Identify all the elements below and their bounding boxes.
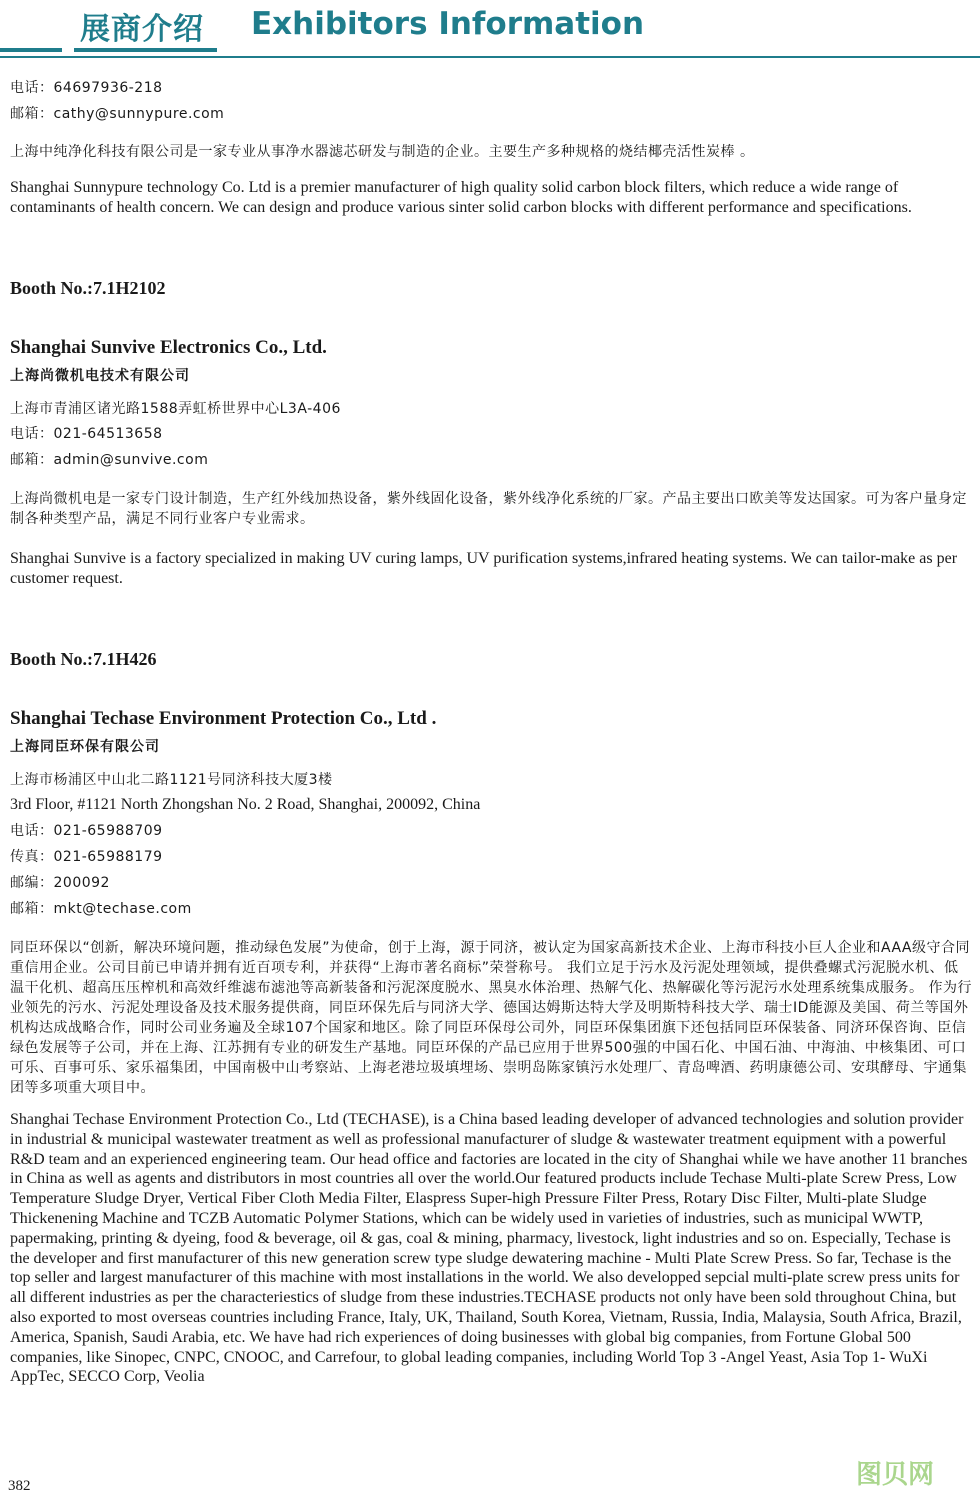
description-cn: 上海中纯净化科技有限公司是一家专业从事净水器滤芯研发与制造的企业。主要生产多种规格的烧结椰壳活性炭棒 。	[10, 144, 755, 160]
booth-number: Booth No.:7.1H426	[10, 649, 157, 669]
header-title-en: Exhibitors Information	[251, 6, 645, 42]
description-cn: 同臣环保以“创新，解决环境问题，推动绿色发展”为使命，创于上海，源于同济，被认定为国家高新技术企业、上海市科技小巨人企业和AAA级守合同重信用企业。公司目前已申请并拥有近百项专利，并获得“上海市著名商标”荣誉称号。 我们立足于污水及污泥处理领域，提供叠螺式污泥脱水机、低温干化机、超高压压榨机和高效纤维滤布滤池等高新装备和污泥深度脱水、黑臭水体治理、热解气化、热解碳化等污泥污水处理系统集成服务。 作为行业领先的污水、污泥处理设备及技术服务提供商，同臣环保先后与同济大学、德国达姆斯达特大学及明斯特科技大学、瑞士ID能源及美国、荷兰等国外机构达成战略合作，同时公司业务遍及全球107个国家和地区。除了同臣环保母公司外，同臣环保集团旗下还包括同臣环保装备、同济环保咨询、臣信绿色发展等子公司，并在上海、江苏拥有专业的研发生产基地。同臣环保的产品已应用于世界500强的中国石化、中国石油、中海油、中核集团、可口可乐、百事可乐、家乐福集团，中国南极中山考察站、上海老港垃圾填埋场、崇明岛陈家镇污水处理厂、青岛啤酒、药明康德公司、安琪酵母、宇通集团等多项重大项目中。	[10, 940, 972, 1096]
booth-number: Booth No.:7.1H2102	[10, 278, 166, 298]
watermark-logo: 图贝网	[856, 1460, 935, 1490]
description-cn: 上海尚微机电是一家专门设计制造，生产红外线加热设备，紫外线固化设备，紫外线净化系统的厂家。产品主要出口欧美等发达国家。可为客户量身定制各种类型产品，满足不同行业客户专业需求。	[10, 491, 967, 527]
page-header	[0, 0, 980, 62]
exhibitor-sunnypure-tail	[10, 76, 972, 218]
contact-postcode: 邮编：200092	[10, 875, 110, 891]
contact-phone: 电话：021-65988709	[10, 823, 163, 839]
exhibitor-sunvive	[10, 278, 972, 589]
contact-phone: 电话：64697936-218	[10, 80, 163, 96]
description-en: Shanghai Sunvive is a factory specialized in making UV curing lamps, UV purification systems,infrared heating systems. We can tailor-make as per customer request.	[10, 550, 958, 587]
contact-email: 邮箱：cathy@sunnypure.com	[10, 106, 225, 122]
company-name-cn: 上海尚微机电技术有限公司	[10, 368, 190, 384]
company-address-cn: 上海市杨浦区中山北二路1121号同济科技大厦3楼	[10, 772, 333, 788]
company-address-en: 3rd Floor, #1121 North Zhongshan No. 2 Road, Shanghai, 200092, China	[10, 796, 481, 813]
company-name-en: Shanghai Techase Environment Protection Co., Ltd .	[10, 708, 437, 729]
header-divider	[0, 56, 980, 58]
description-en: Shanghai Techase Environment Protection Co., Ltd (TECHASE), is a China based leading developer of advanced technologies and solution provider in industrial & municipal wastewater treatment as well as professional manufacturer of sludge & wastewater treatment equipment with a powerful R&D team and an experienced engineering team. Our head office and factories are located in the city of Shanghai while we have another 11 branches in China as well as agents and distributors in most countries all over the world.Our featured products include Techase Multi-plate Screw Press, Low Temperature Sludge Dryer, Vertical Fiber Cloth Media Filter, Elaspress Super-high Pressure Filter Press, Rotary Disc Filter, Multi-plate Sludge Thickenening Machine and TCZB Automatic Polymer Stations, which can be widely used in varieties of industries, such as municipal WWTP, papermaking, printing & dyeing, food & beverage, oil & gas, coal & mining, pharmacy, livestock, light industries and so on. Especially, Techase is the developer and first manufacturer of this new generation screw type sludge dewatering machine - Multi Plate Screw Press. So far, Techase is the top seller and largest manufacturer of this machine with most installations in the world. We also developped sepcial multi-plate screw press units for all different industries as per the characteriestics of sludge from these industries.TECHASE products not only have been sold throughout China, but also exported to most overseas countries including France, Italy, UK, Thailand, South Korea, Vietnam, Russia, India, Malaysia, South Africa, Brazil, America, Spanish, Saudi Arabia, etc. We have had rich experiences of doing businesses with global big companies, from Fortune Global 500 companies, like Sinopec, CNPC, CNOOC, and Carrefour, to global leading companies, including World Top 3 -Angel Yeast, Asia Top 1- WuXi AppTec, SECCO Corp, Veolia	[10, 1111, 968, 1386]
header-title-underline	[74, 48, 217, 52]
page-number: 382	[8, 1478, 31, 1494]
company-name-en: Shanghai Sunvive Electronics Co., Ltd.	[10, 337, 327, 358]
company-address: 上海市青浦区诸光路1588弄虹桥世界中心L3A-406	[10, 401, 341, 417]
contact-email: 邮箱：admin@sunvive.com	[10, 452, 209, 468]
exhibitor-list	[10, 76, 972, 1387]
company-name-cn: 上海同臣环保有限公司	[10, 739, 160, 755]
description-en: Shanghai Sunnypure technology Co. Ltd is a premier manufacturer of high quality solid carbon block filters, which reduce a wide range of contaminants of health concern. We can design and produce various sinter solid carbon blocks with different performance and specifications.	[10, 179, 912, 216]
contact-email: 邮箱：mkt@techase.com	[10, 901, 192, 917]
exhibitor-techase	[10, 649, 972, 1387]
header-accent-bar	[0, 48, 62, 52]
contact-fax: 传真：021-65988179	[10, 849, 163, 865]
contact-phone: 电话：021-64513658	[10, 426, 163, 442]
header-title-cn: 展商介绍	[80, 12, 204, 47]
